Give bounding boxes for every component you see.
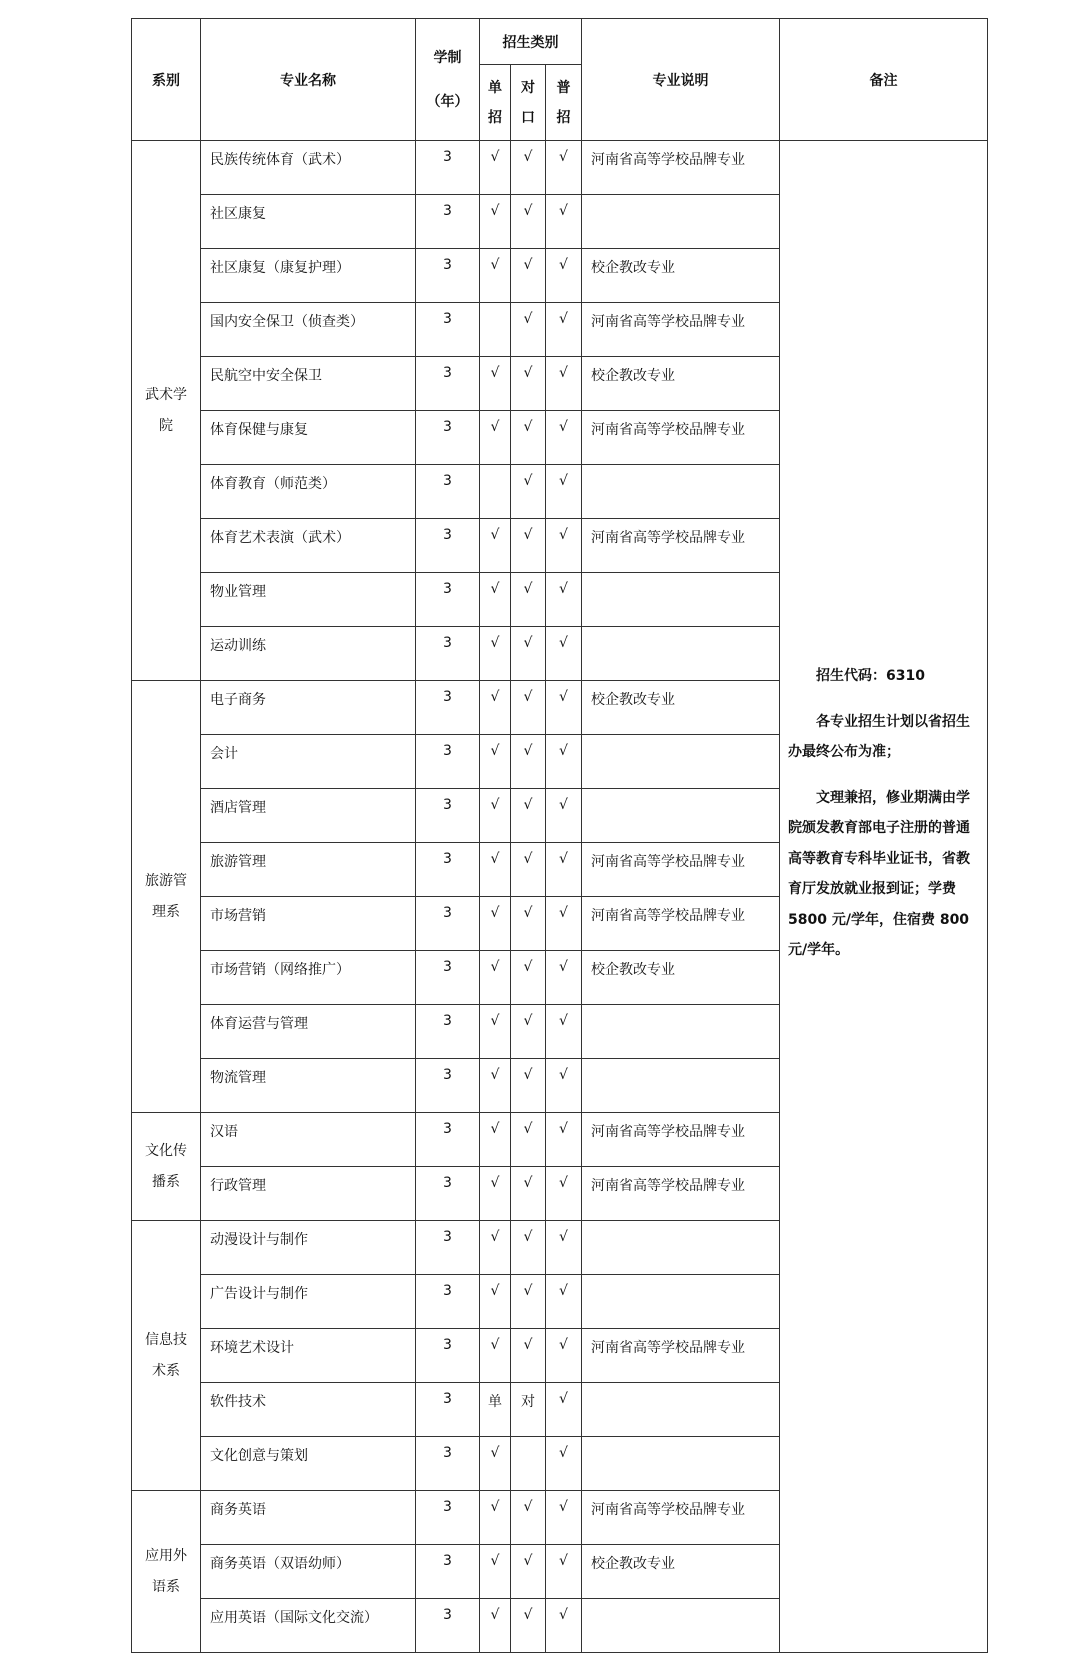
major-name: 社区康复 <box>201 195 416 249</box>
major-name: 体育保健与康复 <box>201 411 416 465</box>
dui-mark: √ <box>511 465 546 519</box>
major-name: 物流管理 <box>201 1059 416 1113</box>
major-desc <box>582 1437 780 1491</box>
major-desc <box>582 1275 780 1329</box>
pu-mark: √ <box>546 1491 582 1545</box>
years-value: 3 <box>416 1599 480 1653</box>
pu-mark: √ <box>546 681 582 735</box>
single-mark: √ <box>480 1599 511 1653</box>
years-value: 3 <box>416 1275 480 1329</box>
pu-mark: √ <box>546 1221 582 1275</box>
major-name: 软件技术 <box>201 1383 416 1437</box>
dui-mark: √ <box>511 1005 546 1059</box>
major-desc: 河南省高等学校品牌专业 <box>582 303 780 357</box>
dui-mark: √ <box>511 1221 546 1275</box>
major-desc <box>582 735 780 789</box>
dui-mark: √ <box>511 357 546 411</box>
major-name: 民航空中安全保卫 <box>201 357 416 411</box>
remark-info: 文理兼招，修业期满由学院颁发教育部电子注册的普通高等教育专科毕业证书，省教育厅发放就业报到证；学费 5800 元/学年，住宿费 800 元/学年。 <box>788 789 970 958</box>
major-desc <box>582 627 780 681</box>
major-name: 酒店管理 <box>201 789 416 843</box>
major-desc: 河南省高等学校品牌专业 <box>582 1167 780 1221</box>
dui-mark: √ <box>511 627 546 681</box>
major-desc: 河南省高等学校品牌专业 <box>582 1329 780 1383</box>
major-name: 应用英语（国际文化交流） <box>201 1599 416 1653</box>
major-name: 运动训练 <box>201 627 416 681</box>
dui-mark: √ <box>511 1599 546 1653</box>
major-desc: 校企教改专业 <box>582 357 780 411</box>
pu-mark: √ <box>546 1383 582 1437</box>
years-value: 3 <box>416 519 480 573</box>
single-mark: 单 <box>480 1383 511 1437</box>
dui-mark: √ <box>511 1545 546 1599</box>
dui-mark: √ <box>511 1059 546 1113</box>
dui-mark: √ <box>511 195 546 249</box>
years-value: 3 <box>416 303 480 357</box>
dui-mark: √ <box>511 681 546 735</box>
years-value: 3 <box>416 897 480 951</box>
pu-mark: √ <box>546 573 582 627</box>
header-cat-single-1: 单 <box>488 79 502 96</box>
major-desc: 校企教改专业 <box>582 681 780 735</box>
major-desc <box>582 1059 780 1113</box>
remark-text <box>780 661 987 966</box>
years-value: 3 <box>416 465 480 519</box>
major-desc <box>582 573 780 627</box>
single-mark: √ <box>480 897 511 951</box>
remark-plan: 各专业招生计划以省招生办最终公布为准； <box>788 713 970 760</box>
header-cat-pu <box>546 65 582 141</box>
header-remark: 备注 <box>780 19 988 141</box>
single-mark: √ <box>480 1113 511 1167</box>
header-dept: 系别 <box>132 19 201 141</box>
pu-mark: √ <box>546 1167 582 1221</box>
single-mark: √ <box>480 1545 511 1599</box>
dui-mark: √ <box>511 1275 546 1329</box>
single-mark: √ <box>480 681 511 735</box>
pu-mark: √ <box>546 951 582 1005</box>
major-desc: 河南省高等学校品牌专业 <box>582 141 780 195</box>
single-mark: √ <box>480 627 511 681</box>
major-desc: 河南省高等学校品牌专业 <box>582 843 780 897</box>
years-value: 3 <box>416 1221 480 1275</box>
dept-label: 旅游管理系 <box>145 872 187 920</box>
dui-mark: √ <box>511 789 546 843</box>
header-years-line2: （年） <box>426 93 469 110</box>
table-row <box>132 141 988 195</box>
single-mark: √ <box>480 519 511 573</box>
dept-label: 文化传播系 <box>145 1142 187 1190</box>
major-name: 文化创意与策划 <box>201 1437 416 1491</box>
single-mark: √ <box>480 789 511 843</box>
dui-mark: √ <box>511 1113 546 1167</box>
years-value: 3 <box>416 1113 480 1167</box>
years-value: 3 <box>416 249 480 303</box>
years-value: 3 <box>416 1059 480 1113</box>
major-name: 体育教育（师范类） <box>201 465 416 519</box>
pu-mark: √ <box>546 141 582 195</box>
pu-mark: √ <box>546 1545 582 1599</box>
header-cat-dui-1: 对 <box>521 79 535 96</box>
major-name: 会计 <box>201 735 416 789</box>
major-desc <box>582 1599 780 1653</box>
dui-mark: √ <box>511 897 546 951</box>
major-desc: 河南省高等学校品牌专业 <box>582 519 780 573</box>
major-desc <box>582 1383 780 1437</box>
single-mark: √ <box>480 1221 511 1275</box>
years-value: 3 <box>416 1167 480 1221</box>
major-desc <box>582 465 780 519</box>
major-desc: 校企教改专业 <box>582 1545 780 1599</box>
pu-mark: √ <box>546 303 582 357</box>
years-value: 3 <box>416 573 480 627</box>
single-mark: √ <box>480 357 511 411</box>
years-value: 3 <box>416 195 480 249</box>
pu-mark: √ <box>546 735 582 789</box>
major-name: 行政管理 <box>201 1167 416 1221</box>
single-mark: √ <box>480 1329 511 1383</box>
major-desc: 河南省高等学校品牌专业 <box>582 1113 780 1167</box>
dept-label: 信息技术系 <box>145 1331 187 1379</box>
major-name: 物业管理 <box>201 573 416 627</box>
pu-mark: √ <box>546 627 582 681</box>
pu-mark: √ <box>546 411 582 465</box>
years-value: 3 <box>416 411 480 465</box>
single-mark: √ <box>480 1005 511 1059</box>
dept-cell <box>132 681 201 1113</box>
major-desc: 河南省高等学校品牌专业 <box>582 411 780 465</box>
single-mark: √ <box>480 735 511 789</box>
years-value: 3 <box>416 843 480 897</box>
single-mark: √ <box>480 1437 511 1491</box>
major-name: 社区康复（康复护理） <box>201 249 416 303</box>
table-body <box>132 141 988 1653</box>
major-name: 市场营销（网络推广） <box>201 951 416 1005</box>
remark-cell <box>780 141 988 1653</box>
pu-mark: √ <box>546 1059 582 1113</box>
years-value: 3 <box>416 735 480 789</box>
major-name: 旅游管理 <box>201 843 416 897</box>
major-name: 体育艺术表演（武术） <box>201 519 416 573</box>
pu-mark: √ <box>546 789 582 843</box>
major-name: 电子商务 <box>201 681 416 735</box>
major-name: 动漫设计与制作 <box>201 1221 416 1275</box>
major-desc <box>582 1221 780 1275</box>
major-name: 民族传统体育（武术） <box>201 141 416 195</box>
pu-mark: √ <box>546 465 582 519</box>
pu-mark: √ <box>546 1113 582 1167</box>
header-cat-dui-2: 口 <box>521 109 535 126</box>
years-value: 3 <box>416 1545 480 1599</box>
dui-mark: √ <box>511 951 546 1005</box>
single-mark: √ <box>480 411 511 465</box>
dui-mark: √ <box>511 573 546 627</box>
header-cat-pu-2: 招 <box>556 109 571 126</box>
major-desc: 河南省高等学校品牌专业 <box>582 1491 780 1545</box>
major-desc: 校企教改专业 <box>582 249 780 303</box>
dept-label: 武术学院 <box>145 386 187 434</box>
major-name: 商务英语（双语幼师） <box>201 1545 416 1599</box>
header-cat-pu-1: 普 <box>556 79 571 96</box>
single-mark: √ <box>480 1275 511 1329</box>
single-mark: √ <box>480 573 511 627</box>
years-value: 3 <box>416 627 480 681</box>
years-value: 3 <box>416 1383 480 1437</box>
header-cat-single <box>480 65 511 141</box>
pu-mark: √ <box>546 357 582 411</box>
single-mark: √ <box>480 249 511 303</box>
major-name: 广告设计与制作 <box>201 1275 416 1329</box>
years-value: 3 <box>416 1437 480 1491</box>
major-name: 体育运营与管理 <box>201 1005 416 1059</box>
single-mark: √ <box>480 843 511 897</box>
single-mark: √ <box>480 1059 511 1113</box>
years-value: 3 <box>416 951 480 1005</box>
dui-mark: √ <box>511 411 546 465</box>
dept-cell <box>132 1491 201 1653</box>
header-years-line1: 学制 <box>433 49 462 66</box>
single-mark <box>480 303 511 357</box>
dept-cell <box>132 1113 201 1221</box>
dept-label: 应用外语系 <box>145 1547 187 1595</box>
single-mark: √ <box>480 1491 511 1545</box>
header-cat-single-2: 招 <box>488 109 502 126</box>
pu-mark: √ <box>546 1437 582 1491</box>
pu-mark: √ <box>546 195 582 249</box>
single-mark <box>480 465 511 519</box>
major-desc <box>582 789 780 843</box>
pu-mark: √ <box>546 1275 582 1329</box>
dui-mark <box>511 1437 546 1491</box>
header-cat-dui <box>511 65 546 141</box>
dui-mark: √ <box>511 141 546 195</box>
dept-cell <box>132 1221 201 1491</box>
single-mark: √ <box>480 951 511 1005</box>
dui-mark: √ <box>511 843 546 897</box>
pu-mark: √ <box>546 249 582 303</box>
dui-mark: √ <box>511 735 546 789</box>
years-value: 3 <box>416 1005 480 1059</box>
pu-mark: √ <box>546 1329 582 1383</box>
major-desc: 河南省高等学校品牌专业 <box>582 897 780 951</box>
dui-mark: √ <box>511 303 546 357</box>
years-value: 3 <box>416 1329 480 1383</box>
single-mark: √ <box>480 141 511 195</box>
header-category: 招生类别 <box>480 19 582 65</box>
dui-mark: √ <box>511 519 546 573</box>
enrollment-table <box>131 18 988 1653</box>
major-desc: 校企教改专业 <box>582 951 780 1005</box>
pu-mark: √ <box>546 519 582 573</box>
header-years <box>416 19 480 141</box>
major-name: 国内安全保卫（侦查类） <box>201 303 416 357</box>
major-name: 商务英语 <box>201 1491 416 1545</box>
pu-mark: √ <box>546 897 582 951</box>
header-major: 专业名称 <box>201 19 416 141</box>
major-name: 环境艺术设计 <box>201 1329 416 1383</box>
dui-mark: √ <box>511 1491 546 1545</box>
dui-mark: 对 <box>511 1383 546 1437</box>
years-value: 3 <box>416 357 480 411</box>
dept-cell <box>132 141 201 681</box>
major-desc <box>582 1005 780 1059</box>
pu-mark: √ <box>546 1005 582 1059</box>
years-value: 3 <box>416 1491 480 1545</box>
single-mark: √ <box>480 195 511 249</box>
single-mark: √ <box>480 1167 511 1221</box>
years-value: 3 <box>416 681 480 735</box>
dui-mark: √ <box>511 249 546 303</box>
pu-mark: √ <box>546 1599 582 1653</box>
dui-mark: √ <box>511 1167 546 1221</box>
major-desc <box>582 195 780 249</box>
major-name: 汉语 <box>201 1113 416 1167</box>
years-value: 3 <box>416 789 480 843</box>
years-value: 3 <box>416 141 480 195</box>
dui-mark: √ <box>511 1329 546 1383</box>
header-desc: 专业说明 <box>582 19 780 141</box>
major-name: 市场营销 <box>201 897 416 951</box>
pu-mark: √ <box>546 843 582 897</box>
remark-code: 招生代码：6310 <box>816 668 925 684</box>
